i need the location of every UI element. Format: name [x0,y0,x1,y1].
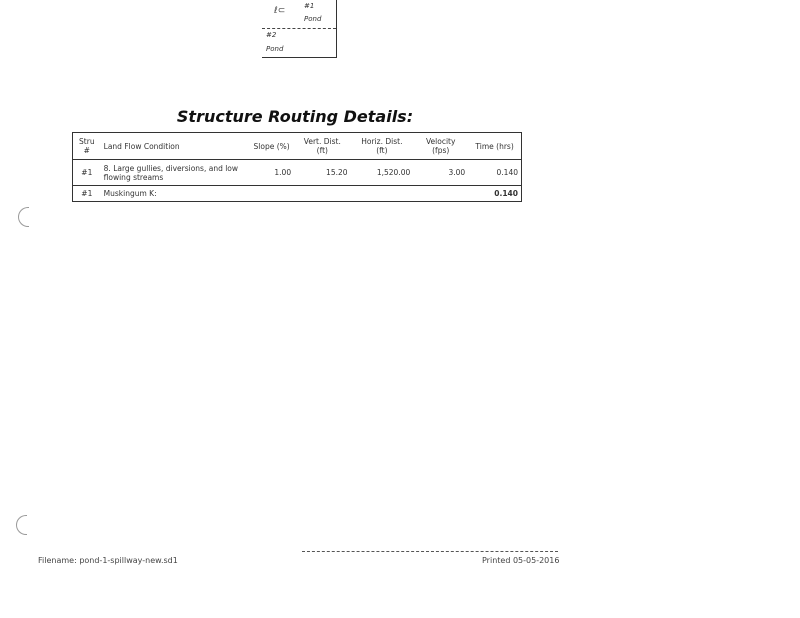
header-time: Time (hrs) [468,133,521,160]
cell-stru: #1 [73,160,101,186]
structure-routing-table [72,132,522,202]
watershed-diagram [262,0,337,58]
cell-time: 0.140 [468,160,521,186]
header-stru: Stru # [73,133,101,160]
header-land-flow-condition: Land Flow Condition [101,133,249,160]
cell-vert-dist: 15.20 [326,168,348,177]
punch-hole-mark [18,207,29,227]
summary-stru: #1 [73,186,101,202]
diagram-label-num-2: #2 [266,31,277,39]
header-velocity: Velocity (fps) [413,133,468,160]
diagram-label-pond-2: Pond [266,45,284,53]
header-horiz-dist: Horiz. Dist. (ft) [351,133,414,160]
page-title: Structure Routing Details: [176,107,414,126]
diagram-label-num-1: #1 [304,2,315,10]
table-row [73,160,522,186]
table-header-row [73,133,522,160]
footer-printed-date: Printed 05-05-2016 [482,556,560,565]
footer-divider [302,551,558,552]
diagram-flow-symbol: ℓ⊂ [274,6,286,16]
summary-label: Muskingum K: [101,186,469,202]
punch-hole-mark [16,515,27,535]
header-vert-dist: Vert. Dist. (ft) [294,133,350,160]
cell-slope: 1.00 [274,168,292,177]
header-slope: Slope (%) [249,133,294,160]
cell-velocity: 3.00 [448,168,466,177]
cell-land-flow-condition: 8. Large gullies, diversions, and low flowing streams [103,163,239,182]
summary-time: 0.140 [468,186,521,202]
cell-horiz-dist: 1,520.00 [376,168,411,177]
diagram-label-pond-1: Pond [304,15,322,23]
table-summary-row [73,186,522,202]
diagram-dashed-line [262,28,336,29]
footer-filename: Filename: pond-1-spillway-new.sd1 [38,556,178,565]
